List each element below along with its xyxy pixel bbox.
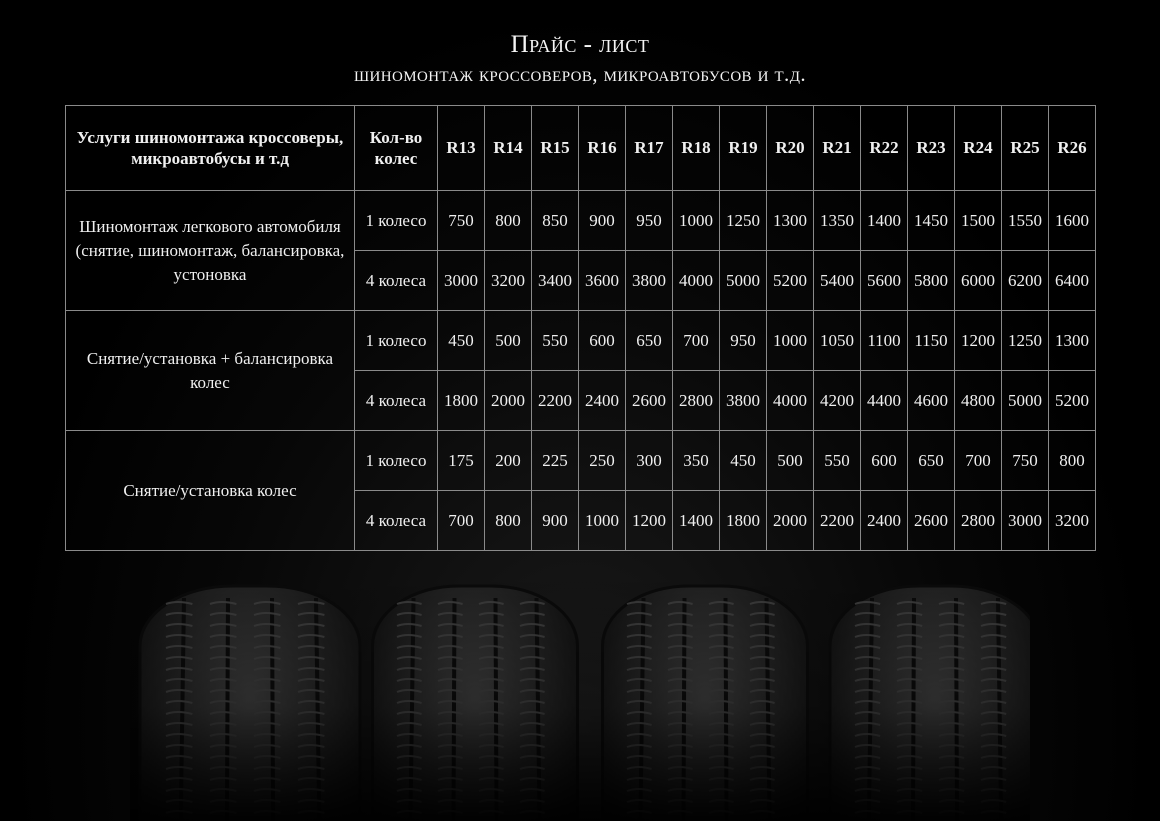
wheel-count: 4 колеса (355, 371, 438, 431)
tires-photo-icon (130, 568, 1030, 821)
price-cell: 6000 (955, 251, 1002, 311)
size-header-r24: R24 (955, 106, 1002, 191)
price-cell: 200 (485, 431, 532, 491)
price-cell: 3200 (1049, 491, 1096, 551)
price-cell: 1350 (814, 191, 861, 251)
price-cell: 950 (720, 311, 767, 371)
size-header-r25: R25 (1002, 106, 1049, 191)
page-title: Прайс - лист (510, 31, 650, 58)
price-cell: 1300 (1049, 311, 1096, 371)
size-header-r26: R26 (1049, 106, 1096, 191)
price-cell: 1300 (767, 191, 814, 251)
price-cell: 3000 (438, 251, 485, 311)
price-cell: 2000 (485, 371, 532, 431)
price-cell: 2600 (908, 491, 955, 551)
price-cell: 225 (532, 431, 579, 491)
price-cell: 3600 (579, 251, 626, 311)
price-cell: 1000 (579, 491, 626, 551)
size-header-r20: R20 (767, 106, 814, 191)
price-cell: 900 (579, 191, 626, 251)
table-body (66, 191, 1096, 551)
price-cell: 2200 (814, 491, 861, 551)
price-cell: 550 (532, 311, 579, 371)
price-cell: 1000 (767, 311, 814, 371)
price-cell: 1250 (1002, 311, 1049, 371)
table-header-row (66, 106, 1096, 191)
price-cell: 700 (955, 431, 1002, 491)
service-name: Снятие/установка колес (66, 431, 355, 551)
price-cell: 6200 (1002, 251, 1049, 311)
price-cell: 1450 (908, 191, 955, 251)
price-cell: 1100 (861, 311, 908, 371)
price-cell: 550 (814, 431, 861, 491)
wheel-count: 1 колесо (355, 431, 438, 491)
price-cell: 5200 (767, 251, 814, 311)
size-header-r22: R22 (861, 106, 908, 191)
price-cell: 5200 (1049, 371, 1096, 431)
price-cell: 1250 (720, 191, 767, 251)
price-cell: 450 (438, 311, 485, 371)
price-cell: 1550 (1002, 191, 1049, 251)
price-table (65, 105, 1096, 551)
price-cell: 5800 (908, 251, 955, 311)
price-cell: 4000 (767, 371, 814, 431)
price-cell: 1200 (955, 311, 1002, 371)
price-cell: 1000 (673, 191, 720, 251)
price-cell: 1800 (438, 371, 485, 431)
price-cell: 650 (908, 431, 955, 491)
price-cell: 500 (767, 431, 814, 491)
wheel-count: 1 колесо (355, 311, 438, 371)
price-cell: 175 (438, 431, 485, 491)
price-cell: 700 (438, 491, 485, 551)
size-header-r21: R21 (814, 106, 861, 191)
price-cell: 4200 (814, 371, 861, 431)
price-cell: 1400 (673, 491, 720, 551)
price-cell: 5000 (1002, 371, 1049, 431)
qty-column-header: Кол-во колес (355, 106, 438, 191)
price-cell: 600 (579, 311, 626, 371)
price-cell: 1500 (955, 191, 1002, 251)
size-header-r17: R17 (626, 106, 673, 191)
price-cell: 3000 (1002, 491, 1049, 551)
wheel-count: 1 колесо (355, 191, 438, 251)
page-subtitle: шиномонтаж кроссоверов, микроавтобусов и т.д. (354, 62, 806, 86)
price-cell: 2400 (861, 491, 908, 551)
price-cell: 650 (626, 311, 673, 371)
price-cell: 2000 (767, 491, 814, 551)
price-cell: 1800 (720, 491, 767, 551)
price-cell: 1200 (626, 491, 673, 551)
price-cell: 700 (673, 311, 720, 371)
price-cell: 750 (438, 191, 485, 251)
price-cell: 4000 (673, 251, 720, 311)
service-column-header: Услуги шиномонтажа кроссоверы, микроавтобусы и т.д (66, 106, 355, 191)
price-cell: 800 (485, 491, 532, 551)
price-cell: 6400 (1049, 251, 1096, 311)
price-cell: 750 (1002, 431, 1049, 491)
price-cell: 300 (626, 431, 673, 491)
size-header-r16: R16 (579, 106, 626, 191)
table-row (66, 191, 1096, 251)
price-cell: 2200 (532, 371, 579, 431)
price-cell: 3200 (485, 251, 532, 311)
price-cell: 1600 (1049, 191, 1096, 251)
price-cell: 1050 (814, 311, 861, 371)
size-header-r19: R19 (720, 106, 767, 191)
price-cell: 350 (673, 431, 720, 491)
service-name: Шиномонтаж легкового автомобиля (снятие, шиномонтаж, балансировка, устоновка (66, 191, 355, 311)
price-cell: 450 (720, 431, 767, 491)
wheel-count: 4 колеса (355, 491, 438, 551)
price-cell: 5000 (720, 251, 767, 311)
table-row (66, 431, 1096, 491)
size-header-r23: R23 (908, 106, 955, 191)
price-cell: 4600 (908, 371, 955, 431)
price-cell: 600 (861, 431, 908, 491)
wheel-count: 4 колеса (355, 251, 438, 311)
table-row (66, 311, 1096, 371)
price-cell: 500 (485, 311, 532, 371)
price-cell: 1150 (908, 311, 955, 371)
price-cell: 3800 (720, 371, 767, 431)
price-cell: 3400 (532, 251, 579, 311)
price-cell: 5400 (814, 251, 861, 311)
size-header-r13: R13 (438, 106, 485, 191)
service-name: Снятие/установка + балансировка колес (66, 311, 355, 431)
size-header-r18: R18 (673, 106, 720, 191)
price-cell: 2600 (626, 371, 673, 431)
price-cell: 2800 (673, 371, 720, 431)
price-cell: 3800 (626, 251, 673, 311)
price-cell: 800 (485, 191, 532, 251)
price-cell: 4400 (861, 371, 908, 431)
price-cell: 250 (579, 431, 626, 491)
price-cell: 1400 (861, 191, 908, 251)
price-cell: 900 (532, 491, 579, 551)
price-cell: 5600 (861, 251, 908, 311)
price-cell: 950 (626, 191, 673, 251)
price-cell: 2400 (579, 371, 626, 431)
price-cell: 800 (1049, 431, 1096, 491)
size-header-r15: R15 (532, 106, 579, 191)
price-cell: 2800 (955, 491, 1002, 551)
size-header-r14: R14 (485, 106, 532, 191)
price-cell: 4800 (955, 371, 1002, 431)
price-cell: 850 (532, 191, 579, 251)
